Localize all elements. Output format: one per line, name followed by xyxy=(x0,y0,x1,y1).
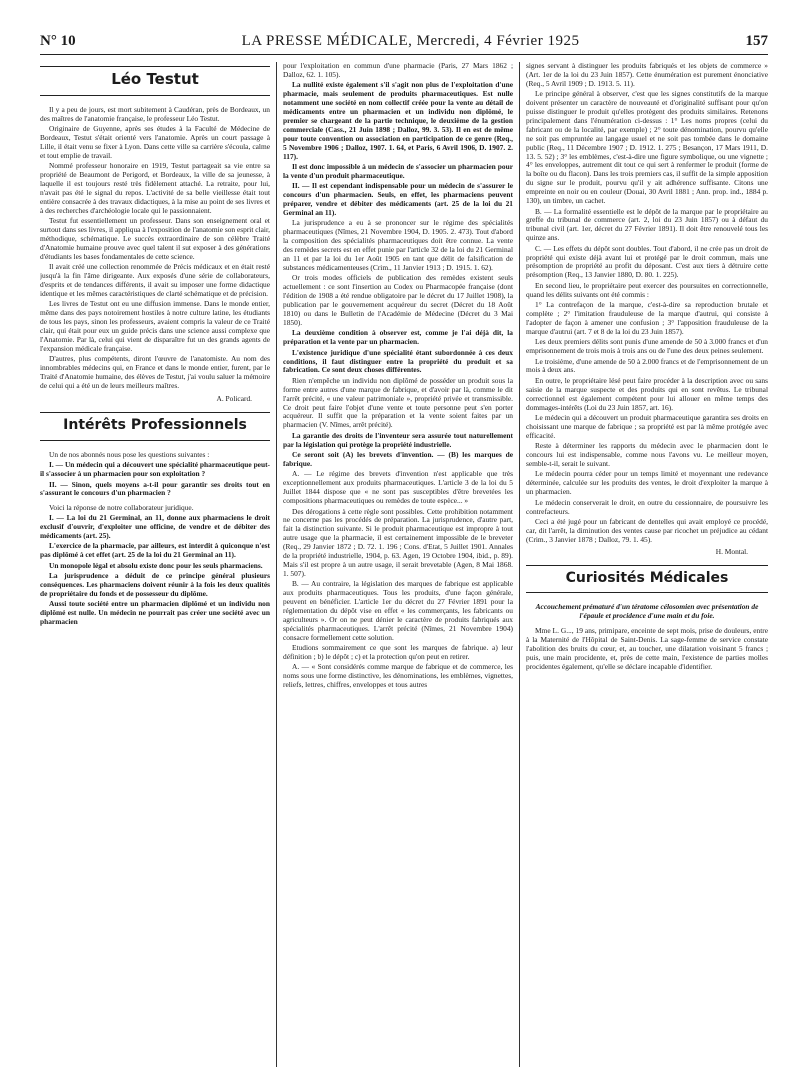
article-subtitle: Accouchement prématuré d'un tératome célosomien avec présentation de l'épaule et procidence d'une main et du foie. xyxy=(535,602,759,621)
answer: I. — La loi du 21 Germinal, an 11, donne aux pharmaciens le droit exclusif d'ouvrir, d'exploiter une officine, de vendre et de débiter des médicaments (art. 25). xyxy=(40,513,270,541)
paragraph: Mme L. G..., 19 ans, primipare, enceinte de sept mois, prise de douleurs, entre à la Maternité de l'Hôpital de Saint-Denis. La sage-femme de service constate l'abolition des bruits du cœur, et, au toucher, une dilatation voisinant 5 francs ; puis, une main procidente, et, près de cette main, l'existence de parties molles procidentes également, qu'elle se déclare incapable d'identifier. xyxy=(526,626,768,671)
paragraph: La garantie des droits de l'inventeur sera assurée tout naturellement par la législation qui protège la propriété industrielle. xyxy=(283,430,513,449)
paragraph: La nullité existe également s'il s'agit non plus de l'exploitation d'une pharmacie, mais seulement de produits pharmaceutiques. Est nulle notamment une société en nom collectif créée pour la vente au détail de médicaments entre un pharmacien et un individu non diplômé, le premier se chargeant de la partie technique, le deuxième de la gestion commerciale (Cass., 21 Juin 1898 ; Dalloz, 99. 3. 53). Il en est de même pour toute convention ou association en participation de ce genre (Req., 5 Novembre 1906 ; Dalloz, 1907. 1. 64, et Paris, 6 Avril 1906, D. 1907. 2. 117). xyxy=(283,80,513,161)
author-signature: A. Policard. xyxy=(216,394,252,403)
column-divider xyxy=(519,62,520,1067)
section-title: Curiosités Médicales xyxy=(565,569,729,586)
paragraph: Il avait créé une collection renommée de Précis médicaux et en était resté jusqu'à la fin l'âme dirigeante. Aux exposés d'une série de collaborateurs, d'esprits et de tendances différents, il avait su imposer une forme didactique identique et les mêmes caractéristiques de clarté schématique et de précision. xyxy=(40,262,270,299)
page-number: 157 xyxy=(745,33,768,49)
question: II. — Sinon, quels moyens a-t-il pour garantir ses droits tout en s'assurant le concours d'un pharmacien ? xyxy=(40,479,270,498)
column-3 xyxy=(526,62,768,1067)
paragraph: Rien n'empêche un individu non diplômé de posséder un produit sous la forme entre autres d'une marque de fabrique, et d'avoir par là, comme le dit l'arrêt précité, « une valeur patrimoniale », propriété privée et transmissible. Ce droit peut faire l'objet d'une vente et toute personne peut s'en porter acquéreur. Il suffit que la préparation et la vente soient faites par un pharmacien (V. Nîmes, arrêt précité). xyxy=(283,375,513,430)
paragraph: Il y a peu de jours, est mort subitement à Caudéran, près de Bordeaux, un des maîtres de l'anatomie française, le professeur Léo Testut. xyxy=(40,104,270,123)
paragraph: pour l'exploitation en commun d'une pharmacie (Paris, 27 Mars 1862 ; Dalloz, 62. 1. 105). xyxy=(283,62,513,79)
paragraph: Ceci a été jugé pour un fabricant de dentelles qui avait employé ce procédé, car, dit l'arrêt, la diminution des ventes cause par ricochet un préjudice au cédant (Crim., 3 Janvier 1878 ; Dalloz, 79. 1. 45). xyxy=(526,516,768,544)
paragraph: La deuxième condition à observer est, comme je l'ai déjà dit, la préparation et la vente par un pharmacien. xyxy=(283,328,513,347)
paragraph: Nommé professeur honoraire en 1919, Testut partageait sa vie entre sa propriété de Beaumont de Perigord, et Bordeaux, la ville de sa jeunesse, à laquelle il est toujours resté très fidèlement attaché. La retraite, pour lui, n'avait pas été le signal du repos. L'activité de sa belle vieillesse était tout entière consacrée à des travaux didactiques, à la mise au point de ses livres et à des recherches d'archéologie locale qui le passionnaient. xyxy=(40,161,270,215)
column-2 xyxy=(283,62,513,1067)
paragraph: C. — Les effets du dépôt sont doubles. Tout d'abord, il ne crée pas un droit de propriété qui existe déjà avant lui et protégé par le droit commun, mais une présomption de propriété au profit du déposant. C'est aux tiers à détruire cette présomption (Req., 13 Janvier 1880, D. 80. 1. 225). xyxy=(526,243,768,280)
paragraph: signes servant à distinguer les produits fabriqués et les objets de commerce » (Art. 1er de la loi du 23 Juin 1857). Cette énumération est purement énonciative (Req., 5 Avril 1909 ; D. 1913. 5. 11). xyxy=(526,62,768,88)
paragraph: Le médecin conserverait le droit, en outre du cessionnaire, de poursuivre les contrefacteurs. xyxy=(526,497,768,516)
paragraph: En outre, le propriétaire lésé peut faire procéder à la description avec ou sans saisie de la marque suspecte et des produits qui en sont revêtus. Le tribunal correctionnel est également compétent pour lui allouer en même temps des dommages-intérêts (Loi du 23 Juin 1857, art. 16). xyxy=(526,375,768,412)
paragraph: Originaire de Guyenne, après ses études à la Faculté de Médecine de Bordeaux, Testut s'était orienté vers l'anatomie. Après un court passage à Lille, il était venu se fixer à Lyon. Dans cette ville sa carrière s'écoula, calme et tout emplie de travail. xyxy=(40,124,270,160)
paragraph: B. — Au contraire, la législation des marques de fabrique est applicable aux produits pharmaceutiques. Tous les produits, d'une façon générale, peuvent en bénéficier. L'article 1er du décret du 27 Février 1891 pour la réglementation du dépôt vise en effet « les commerçants, les fabricants ou agriculteurs ». Or on ne peut dénier le caractère de produits fabriqués aux spécialités pharmaceutiques. L'arrêt précité (Nîmes, 21 Novembre 1904) consacre formellement cette solution. xyxy=(283,579,513,642)
answer: La jurisprudence a déduit de ce principe général plusieurs conséquences. Les pharmaciens doivent réunir à la fois les deux qualités de propriétaire du fonds et de possesseur du diplôme. xyxy=(40,571,270,598)
question: I. — Un médecin qui a découvert une spécialité pharmaceutique peut-il s'associer à un pharmacien pour son exploitation ? xyxy=(40,460,270,479)
journal-title: LA PRESSE MÉDICALE, Mercredi, 4 Février 1925 xyxy=(241,33,580,49)
paragraph: B. — La formalité essentielle est le dépôt de la marque par le propriétaire au greffe du tribunal de commerce (art. 2, loi du 23 Juin 1857) ou à défaut du tribunal civil (art. 1er, décret du 27 Février 1891). Il doit être renouvelé tous les quinze ans. xyxy=(526,206,768,243)
page-header xyxy=(40,28,768,50)
paragraph: Le médecin pourra céder pour un temps limité et moyennant une redevance déterminée, calculée sur les produits des ventes, le droit d'exploiter la marque à un pharmacien. xyxy=(526,469,768,497)
paragraph: II. — Il est cependant indispensable pour un médecin de s'assurer le concours d'un pharmacien. Seuls, en effet, les pharmaciens peuvent préparer, vendre et débiter des médicaments (art. 25 de la loi du 21 Germinal an 11). xyxy=(283,181,513,217)
paragraph: 1° La contrefaçon de la marque, c'est-à-dire sa reproduction brutale et complète ; 2° l'imitation frauduleuse de la marque d'autrui, qui consiste à l'adopter de façon à amener une confusion ; 3° l'apposition frauduleuse de la marque d'autrui (art. 7 et 8 de la loi du 23 Juin 1857). xyxy=(526,300,768,336)
section-title: Léo Testut xyxy=(111,70,199,88)
paragraph: Le principe général à observer, c'est que les signes constitutifs de la marque doivent présenter un caractère de nouveauté et d'originalité suffisant pour qu'on puisse distinguer le produit qu'elles protègent des produits similaires. Retenons principalement dans l'énumération ci-dessus : 1° Les noms propres (celui du fabricant ou de la localité, par exemple) ; 2° toute dénomination, pourvu qu'elle ne soit pas empruntée au langage usuel et ne soit pas tombée dans le domaine public (Req., 11 Décembre 1907 ; D. 1912. 1. 275 ; Besançon, 17 Mars 1911, D. 13. 5. 52) ; 3° les emblèmes, c'est-à-dire une figure symbolique, ou une vignette ; 4° les enveloppes, autrement dit tout ce qui sert à renfermer le produit (forme de la boîte ou du flacon). Dans les trois premiers cas, il suffit de la simple apposition du signe sur le produit, pourvu qu'il y ait adhérence suffisante. Citons une empreinte en noir ou en couleur (Douai, 30 Avril 1881 ; Ann. prop. ind., 1884 p. 130), un timbre, un cachet. xyxy=(526,89,768,206)
paragraph: Reste à déterminer les rapports du médecin avec le pharmacien dont le concours lui est indispensable, comme nous l'avons vu. Le meilleur moyen, semble-t-il, serait le suivant. xyxy=(526,441,768,468)
interets-heading xyxy=(40,412,270,441)
paragraph: Les deux premiers délits sont punis d'une amende de 50 à 3.000 francs et d'un emprisonnement de trois mois à trois ans ou de l'une des deux peines seulement. xyxy=(526,337,768,356)
issue-number: N° 10 xyxy=(40,33,76,49)
paragraph: Etudions sommairement ce que sont les marques de fabrique. a) leur définition ; b) le dépôt ; c) et la protection qu'on peut en retirer. xyxy=(283,643,513,661)
paragraph: Un de nos abonnés nous pose les questions suivantes : xyxy=(49,449,210,459)
answer: L'exercice de la pharmacie, par ailleurs, est interdit à quiconque n'est pas diplômé à cet effet (art. 25 de la loi du 21 Germinal an 11). xyxy=(40,541,270,560)
paragraph: Le troisième, d'une amende de 50 à 2.000 francs et de l'emprisonnement de un mois à deux ans. xyxy=(526,356,768,375)
answer: Un monopole légal et absolu existe donc pour les seuls pharmaciens. xyxy=(49,560,263,570)
paragraph: Les livres de Testut ont eu une diffusion immense. Dans le monde entier, même dans des pays notoirement hostiles à notre culture latine, les étudiants de tous les pays, sinon les professeurs, avaient compris la valeur de ce Traité clair, qui était pour eux un guide précis dans une science aussi complexe que l'Anatomie. Par là, celui qui vient de disparaître fut un des grands agents de l'expansion médicale française. xyxy=(40,299,270,353)
paragraph: Ce seront soit (A) les brevets d'invention. — (B) les marques de fabrique. xyxy=(283,450,513,468)
paragraph: Testut fut essentiellement un professeur. Dans son enseignement oral et surtout dans ses livres, il appliqua à l'exposition de l'anatomie son esprit clair, méthodique, schématique. Le succès extraordinaire de son célèbre Traité d'Anatomie humaine prouve avec quel talent il sut exposer à des générations d'étudiants les bases fondamentales de cette science. xyxy=(40,216,270,261)
paragraph: Or trois modes officiels de publication des remèdes existent seuls actuellement : ce sont l'insertion au Codex ou Pharmacopée française (dont l'édition de 1908 a été rendue obligatoire par le décret du 17 Juillet 1908), la publication par le gouvernement acquéreur du secret (Décret du 18 Août 1810) ou dans le Bulletin de l'Académie de Médecine (Décret du 3 Mai 1850). xyxy=(283,273,513,327)
paragraph: A. — « Sont considérés comme marque de fabrique et de commerce, les noms sous une forme distinctive, les dénominations, les emblèmes, vignettes, reliefs, lettres, chiffres, enveloppes et tous autres xyxy=(283,662,513,690)
column-1 xyxy=(40,62,270,1067)
curiosites-heading xyxy=(526,565,768,594)
testut-heading xyxy=(40,66,270,96)
section-title: Intérêts Professionnels xyxy=(63,416,247,433)
paragraph: Des dérogations à cette règle sont possibles. Cette prohibition notamment ne concerne pas les procédés de préparation. La jurisprudence, d'autre part, fait la distinction suivante. Si le produit pharmaceutique est impropre à tout autre usage que la pharmacie, il est certainement impossible de le breveter (Req., 29 Janvier 1872 ; D. 72. 1. 196 ; Cons. d'Etat, 5 Juillet 1901. Annales de la propriété industrielle, 1904, p. 63. Agen, 19 Octobre 1904, ibid., p. 89). Mais s'il est propre à un autre usage, il serait brevetable (Agen, 8 Mai 1868. 1. 507). xyxy=(283,506,513,578)
paragraph: En second lieu, le propriétaire peut exercer des poursuites en correctionnelle, quand les délits suivants ont été commis : xyxy=(526,280,768,299)
paragraph: Voici la réponse de notre collaborateur juridique. xyxy=(49,502,194,512)
paragraph: D'autres, plus compétents, diront l'œuvre de l'anatomiste. Au nom des innombrables médecins qui, en France et dans le monde entier, furent, par le Traité d'Anatomie humaine, des élèves de Testut, j'ai voulu saluer la mémoire de celui qui a été un de leurs meilleurs maîtres. xyxy=(40,354,270,391)
paragraph: La jurisprudence a eu à se prononcer sur le régime des spécialités pharmaceutiques (Nîmes, 21 Novembre 1904, D. 1905. 2. 473). Tout d'abord la composition des spécialités pharmaceutiques doit être connue. La vente des remèdes secrets est en effet punie par l'article 32 de la loi du 21 Germinal an 11 et par la loi du 1er Août 1905 en tant que délit de falsification de substances médicamenteuses (Crim., 11 Janvier 1913 ; D. 1915. 1. 62). xyxy=(283,218,513,272)
author-signature: H. Montal. xyxy=(715,546,748,556)
paragraph: Il est donc impossible à un médecin de s'associer un pharmacien pour la vente d'un produit pharmaceutique. xyxy=(283,161,513,180)
paragraph: A. — Le régime des brevets d'invention n'est applicable que très exceptionnellement aux produits pharmaceutiques. L'article 3 de la loi du 5 Juillet 1844 dispose que « ne sont pas susceptibles d'être brevetées les compositions pharmaceutiques ou remèdes de toute espèce... » xyxy=(283,469,513,506)
column-divider xyxy=(276,62,277,1067)
paragraph: L'existence juridique d'une spécialité étant subordonnée à ces deux conditions, il faut distinguer entre la propriété du produit et sa fabrication. Ce sont deux choses différentes. xyxy=(283,347,513,375)
paragraph: Le médecin qui a découvert un produit pharmaceutique garantira ses droits en choisissant une marque de fabrique ; sa propriété est par là même protégée avec efficacité. xyxy=(526,412,768,440)
header-rule xyxy=(40,54,768,55)
answer: Aussi toute société entre un pharmacien diplômé et un individu non diplômé est nulle. Un médecin ne pourrait pas créer une société avec un pharmacien xyxy=(40,599,270,627)
